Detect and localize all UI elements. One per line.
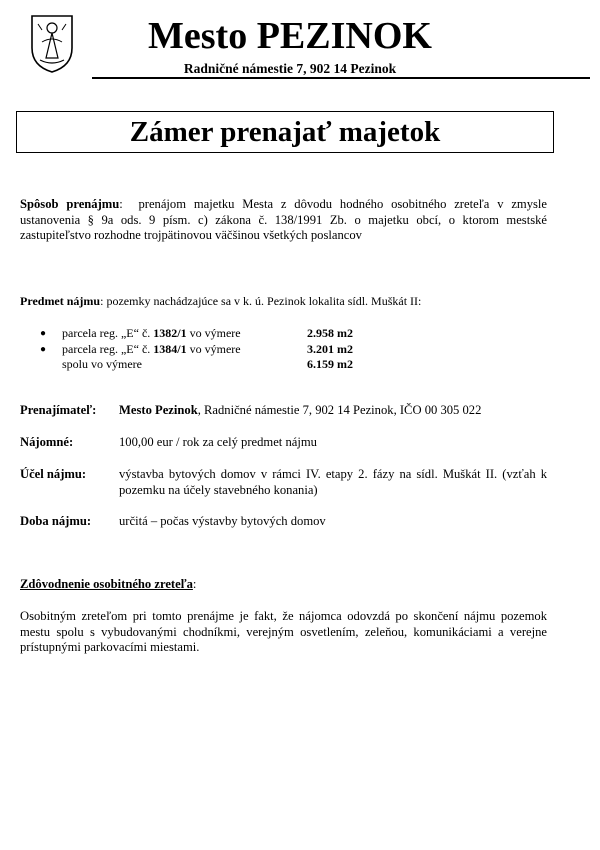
bullet-icon: ● xyxy=(40,344,47,355)
zdovodnenie-text: Osobitným zreteľom pri tomto prenájme je fakt, že nájomca odovzdá po skončení nájmu pozemok mestu spolu s vybudovanými chodníkmi, verejným osvetlením, zeleňou, komunikáciami a verejne prístupnými parkovacími miestami. xyxy=(20,609,547,654)
total-area: 6.159 m2 xyxy=(307,357,353,371)
header-address: Radničné námestie 7, 902 14 Pezinok xyxy=(183,61,397,76)
sposob-prenajmu-paragraph: Spôsob prenájmu: prenájom majetku Mesta z dôvodu hodného osobitného zreteľa v zmysle ustanovenia § 9a ods. 9 písm. c) zákona č. 138/1991 Zb. o majetku obcí, o ktorom mestské zastupiteľstvo rozhodne trojpätinovou väčšinou všetkých poslancov xyxy=(20,197,548,242)
najomne-label: Nájomné: xyxy=(20,435,74,449)
sposob-text: prenájom majetku Mesta z dôvodu hodného osobitného zreteľa v zmysle ustanovenia § 9a ods. 9 písm. c) zákona č. 138/1991 Zb. o majetku obcí, o ktorom mestské zastupiteľstvo rozhodne trojpätinovou väčšinou všetkých poslancov xyxy=(20,197,548,242)
parcel-area: 3.201 m2 xyxy=(307,342,353,356)
prenajimatel-label: Prenajímateľ: xyxy=(20,403,97,417)
prenajimatel-name: Mesto Pezinok xyxy=(119,403,198,417)
doba-label: Doba nájmu: xyxy=(20,514,92,528)
prenajimatel-details: , Radničné námestie 7, 902 14 Pezinok, IČO 00 305 022 xyxy=(197,403,482,417)
document-title: Zámer prenajať majetok xyxy=(16,111,554,153)
header-divider xyxy=(92,77,590,79)
parcel-number: 1384/1 xyxy=(153,342,187,356)
sposob-label: Spôsob prenájmu xyxy=(20,197,120,211)
predmet-label: Predmet nájmu xyxy=(20,294,101,308)
predmet-paragraph: Predmet nájmu: pozemky nachádzajúce sa v k. ú. Pezinok lokalita sídl. Muškát II: xyxy=(20,294,422,308)
coat-of-arms-icon xyxy=(30,14,74,74)
bullet-icon: ● xyxy=(40,328,47,339)
ucel-label: Účel nájmu: xyxy=(20,467,87,481)
zdovodnenie-heading: Zdôvodnenie osobitného zreteľa: xyxy=(20,577,197,591)
parcel-number: 1382/1 xyxy=(153,326,187,340)
ucel-value: výstavba bytových domov v rámci IV. etapy 2. fázy na sídl. Muškát II. (vzťah k pozemku na účely stavebného konania) xyxy=(119,467,547,497)
predmet-text: pozemky nachádzajúce sa v k. ú. Pezinok lokalita sídl. Muškát II: xyxy=(106,294,422,308)
page-title: Mesto PEZINOK xyxy=(148,15,432,57)
doba-value: určitá – počas výstavby bytových domov xyxy=(119,514,326,528)
najomne-value: 100,00 eur / rok za celý predmet nájmu xyxy=(119,435,317,449)
parcel-area: 2.958 m2 xyxy=(307,326,353,340)
total-label: spolu vo výmere xyxy=(62,357,142,371)
